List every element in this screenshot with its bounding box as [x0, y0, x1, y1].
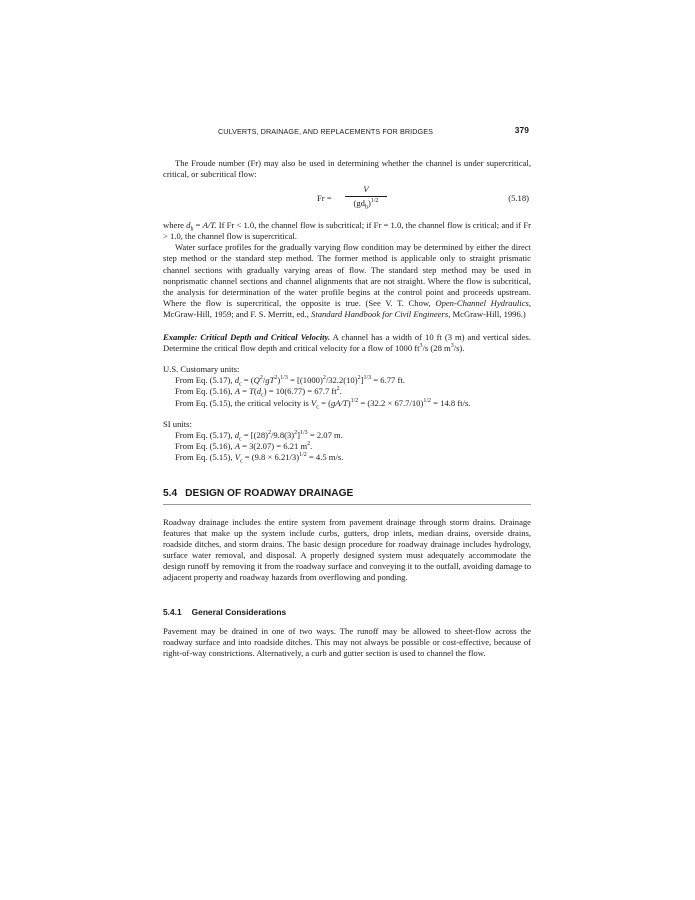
si-l2-a: From Eq. (5.16), — [175, 440, 235, 451]
paragraph-froude-intro: The Froude number (Fr) may also be used in determining whether the channel is under supercritical, critical, or subcritical flow: — [163, 158, 531, 180]
si-l3-V: V — [234, 451, 240, 462]
us-l3-mid: = (32.2 × 67.7/10) — [358, 397, 424, 408]
us-l1-c: c — [238, 382, 242, 389]
si-l3-b: = (9.8 × 6.21/3) — [242, 451, 300, 462]
section-5-4-number: 5.4 — [163, 487, 178, 499]
si-l1-b: = [(28) — [241, 429, 268, 440]
us-l2-f: . — [339, 386, 342, 397]
water-book-2: Standard Handbook for Civil Engineers, — [311, 308, 451, 319]
water-text-1: Water surface profiles for the gradually varying flow condition may be determined by either the direct step method or the standard step method. The former method is applicable only to straight prismatic channel sections with gradually varying areas of flow. The standard step method may be used in nonprismatic channel sections and channel alignments that are not straight. Where the flow is subcritical, the analysis for determination of the water profile begins at the control point and proceeds upstream. Where the flow is supercritical, the opposite is true. (See V. T. Chow, — [163, 242, 531, 308]
si-l1-end: = 2.07 m. — [307, 429, 343, 440]
si-l1-mid: /9.8(3) — [270, 429, 295, 440]
us-l3-sup: 1/2 — [350, 397, 359, 404]
section-5-4-1-number: 5.4.1 — [163, 606, 182, 617]
paragraph-where — [163, 220, 531, 242]
si-l1-sup2b: 2 — [294, 429, 298, 436]
us-l1-sup2d: 2 — [357, 375, 361, 382]
paragraph-water-profiles — [163, 242, 531, 320]
si-l3-sup: 1/2 — [299, 452, 307, 459]
us-l1-sup13: 1/3 — [280, 375, 288, 382]
si-l1-br: ] — [297, 429, 301, 440]
water-book-1: Open-Channel Hydraulics, — [435, 297, 531, 308]
si-l2-sup: 2 — [307, 440, 311, 447]
running-header — [163, 124, 531, 136]
us-l1-end: = 6.77 ft. — [371, 375, 405, 386]
us-l1-mid: = [(1000) — [287, 375, 323, 386]
us-l1-sup2b: 2 — [274, 375, 278, 382]
example-title: Example: Critical Depth and Critical Velocity. — [163, 332, 331, 343]
example-text-1: A channel has a width of 10 ft (3 m) and vertical sides. Determine the critical flow depth and critical velocity for a flow of 1000 ft — [163, 332, 532, 354]
where-d: d — [186, 220, 191, 231]
section-heading-5-4 — [163, 487, 531, 505]
si-l1-d: d — [234, 429, 239, 440]
us-l1-close: ) — [277, 375, 281, 386]
water-text-2: McGraw-Hill, 1959; and F. S. Merritt, ed., — [163, 308, 312, 319]
running-title: CULVERTS, DRAINAGE, AND REPLACEMENTS FOR BRIDGES — [218, 127, 434, 136]
us-l3-b: = ( — [318, 397, 331, 408]
equation-number: (5.18) — [508, 193, 529, 204]
us-l1-d: d — [234, 375, 239, 386]
us-l2-b: = — [239, 386, 250, 397]
equation-denominator — [345, 198, 387, 209]
si-l3-c: c — [239, 458, 243, 465]
section-5-4-1-title: General Considerations — [191, 606, 287, 617]
us-calc-line-2 — [163, 386, 531, 400]
us-l1-a: From Eq. (5.17), — [175, 375, 235, 386]
us-l3-g: gA/T — [330, 397, 348, 408]
us-l1-sup2: 2 — [259, 375, 263, 382]
si-units-label: SI units: — [163, 418, 192, 429]
us-units-label: U.S. Customary units: — [163, 364, 240, 375]
si-l3-a: From Eq. (5.15), — [175, 451, 235, 462]
equation-5-18 — [163, 184, 531, 214]
equation-fraction — [345, 184, 387, 209]
us-l2-sup: 2 — [336, 386, 340, 393]
den-sup: 1/2 — [370, 198, 379, 205]
where-text-3: If Fr < 1.0, the channel flow is subcritical; if Fr = 1.0, the channel flow is critical; and if Fr > 1.0, the channel flow is supercritical. — [163, 220, 531, 242]
example-sup-2: 3 — [450, 343, 454, 350]
us-l2-dc: c — [261, 393, 264, 400]
example-text-2: /s (28 m — [422, 343, 451, 354]
us-l2-T: T — [249, 386, 254, 397]
den-close: ) — [367, 198, 371, 209]
section-5-4-title: DESIGN OF ROADWAY DRAINAGE — [185, 487, 354, 499]
example-sup-1: 3 — [419, 343, 423, 350]
us-l1-gT: gT — [265, 375, 275, 386]
si-l3-end: = 4.5 m/s. — [306, 451, 344, 462]
us-l2-e: ) = 10(6.77) = 67.7 ft — [263, 386, 337, 397]
water-text-3: McGraw-Hill, 1996.) — [450, 308, 526, 319]
equation-lhs: Fr = — [317, 193, 332, 204]
where-text-2: = — [193, 220, 203, 231]
si-l1-a: From Eq. (5.17), — [175, 429, 235, 440]
us-l1-slash: / — [262, 375, 266, 386]
where-text-1: where — [163, 220, 187, 231]
den-main: (gd — [353, 198, 365, 209]
example-text-3: /s). — [453, 343, 465, 354]
us-l2-A: A — [234, 386, 240, 397]
us-l1-mid2: /32.2(10) — [325, 375, 358, 386]
us-calc-line-1 — [163, 375, 531, 389]
us-l3-V: V — [311, 397, 317, 408]
us-l3-end: = 14.8 ft/s. — [431, 397, 471, 408]
si-l1-sup13: 1/3 — [300, 429, 308, 436]
us-l2-c: ( — [253, 386, 257, 397]
den-sub: h — [364, 204, 368, 211]
paragraph-roadway-drainage: Roadway drainage includes the entire system from pavement drainage through storm drains. Drainage features that make up the system include curbs, gutters, drop inlets, median drains, overside drains, roadside ditches, and storm drains. The basic design procedure for roadway drainage includes hydrology, surface water removal, and disposal. A properly designed system must adequately accommodate the design runoff by removing it from the roadway surface and conveying it to the outfall, avoiding damage to adjacent property and roadway hazards from overflowing and ponding. — [163, 516, 531, 583]
where-h: h — [190, 226, 194, 233]
fraction-bar — [345, 196, 387, 197]
paragraph-pavement: Pavement may be drained in one of two ways. The runoff may be allowed to sheet-flow across the roadway surface and into roadside ditches. This may not always be possible or cost-effective, because of right-of-way constrictions. Alternatively, a curb and gutter section is used to channel the flow. — [163, 625, 531, 658]
si-l2-b: = 3(2.07) = 6.21 m — [239, 440, 308, 451]
si-l2-f: . — [310, 440, 313, 451]
si-l1-c: c — [238, 436, 242, 443]
us-l3-close: ) — [347, 397, 351, 408]
si-l1-sup2: 2 — [267, 429, 271, 436]
us-l1-br: ] — [360, 375, 364, 386]
si-l2-A: A — [234, 440, 240, 451]
us-l2-d: d — [256, 386, 262, 397]
us-calc-line-3 — [163, 398, 531, 409]
us-l1-Q: Q — [253, 375, 260, 386]
equation-numerator: V — [363, 184, 369, 195]
section-heading-5-4-1 — [163, 606, 531, 618]
page-content — [163, 124, 531, 659]
si-calc-line-2 — [163, 441, 531, 452]
us-l1-sup2c: 2 — [322, 375, 326, 382]
example-paragraph — [163, 332, 531, 354]
us-l2-a: From Eq. (5.16), — [175, 386, 235, 397]
us-l3-c: c — [316, 404, 319, 411]
us-l3-sup2: 1/2 — [423, 397, 431, 404]
us-l3-a: From Eq. (5.15), the critical velocity is — [175, 397, 312, 408]
us-l1-b: = ( — [241, 375, 254, 386]
where-AT: A/T. — [202, 220, 217, 231]
si-calc-line-3 — [163, 452, 531, 463]
page-number: 379 — [514, 125, 529, 135]
us-l1-sup13b: 1/3 — [363, 375, 372, 382]
si-calc-line-1 — [163, 430, 531, 441]
